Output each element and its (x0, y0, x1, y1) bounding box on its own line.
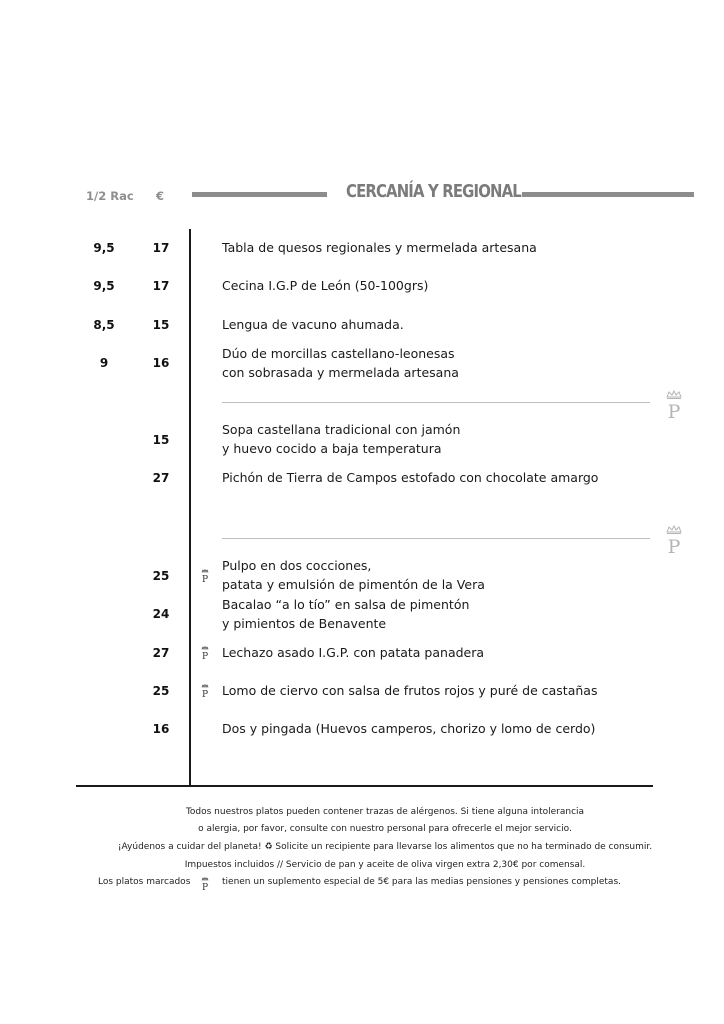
full-price: 17 (152, 279, 170, 293)
supplement-note: tienen un suplemento especial de 5€ para las medias pensiones y pensiones completas. (222, 877, 622, 887)
svg-text:P: P (667, 536, 681, 556)
vertical-divider (189, 229, 191, 786)
dish-name: Dúo de morcillas castellano-leonesas (222, 346, 455, 361)
full-price: 25 (152, 684, 170, 698)
dish-name: Sopa castellana tradicional con jamón (222, 422, 461, 437)
full-price: 16 (152, 722, 170, 736)
header-left-bar (192, 192, 327, 197)
half-price: 9 (99, 356, 109, 370)
full-price: 27 (152, 471, 170, 485)
section-separator (222, 402, 650, 403)
dish-name-line2: y huevo cocido a baja temperatura (222, 441, 442, 456)
crown-p-mark-icon (200, 646, 210, 660)
dish-name: Lengua de vacuno ahumada. (222, 317, 404, 332)
dish-name: Pichón de Tierra de Campos estofado con chocolate amargo (222, 470, 599, 485)
half-price: 8,5 (93, 318, 115, 332)
svg-text:P: P (667, 401, 681, 421)
full-price: 17 (152, 241, 170, 255)
full-price: 24 (152, 607, 170, 621)
dish-name: Tabla de quesos regionales y mermelada artesana (222, 240, 537, 255)
crown-p-logo-icon (663, 389, 685, 421)
svg-text:P: P (201, 652, 209, 660)
taxes-note: Impuestos incluidos // Servicio de pan y aceite de oliva virgen extra 2,30€ por comensal. (184, 860, 586, 870)
full-price: 16 (152, 356, 170, 370)
svg-text:P: P (201, 690, 209, 698)
full-price: 27 (152, 646, 170, 660)
allergen-note: Todos nuestros platos pueden contener trazas de alérgenos. Si tiene alguna intolerancia (185, 807, 585, 817)
dish-name: Lomo de ciervo con salsa de frutos rojos y puré de castañas (222, 683, 598, 698)
dish-name: Pulpo en dos cocciones, (222, 558, 372, 573)
svg-text:P: P (201, 575, 209, 583)
crown-p-logo-icon (663, 524, 685, 556)
dish-name: Cecina I.G.P de León (50-100grs) (222, 278, 429, 293)
bottom-rule (76, 785, 653, 787)
allergen-note-2: o alergia, por favor, consulte con nuestro personal para ofrecerle el mejor servicio. (198, 824, 572, 834)
header-right-bar (522, 192, 694, 197)
marked-dishes-label: Los platos marcados (98, 877, 191, 887)
half-portion-label: 1/2 Rac (86, 189, 134, 203)
dish-name-line2: con sobrasada y mermelada artesana (222, 365, 459, 380)
crown-p-mark-icon (200, 877, 210, 891)
planet-note: ¡Ayúdenos a cuidar del planeta! ♻ Solicite un recipiente para llevarse los alimentos que no ha terminado de consumir. (117, 842, 653, 852)
section-title: CERCANÍA Y REGIONAL (346, 182, 521, 202)
half-price: 9,5 (93, 279, 115, 293)
crown-p-mark-icon (200, 569, 210, 583)
dish-name-line2: y pimientos de Benavente (222, 616, 387, 631)
dish-name: Lechazo asado I.G.P. con patata panadera (222, 645, 485, 660)
dish-name: Bacalao “a lo tío” en salsa de pimentón (222, 597, 470, 612)
currency-label: € (156, 189, 165, 203)
dish-name: Dos y pingada (Huevos camperos, chorizo y lomo de cerdo) (222, 721, 596, 736)
dish-name-line2: patata y emulsión de pimentón de la Vera (222, 577, 485, 592)
full-price: 25 (152, 569, 170, 583)
svg-text:P: P (201, 883, 209, 891)
section-separator (222, 538, 650, 539)
half-price: 9,5 (93, 241, 115, 255)
full-price: 15 (152, 318, 170, 332)
full-price: 15 (152, 433, 170, 447)
crown-p-mark-icon (200, 684, 210, 698)
